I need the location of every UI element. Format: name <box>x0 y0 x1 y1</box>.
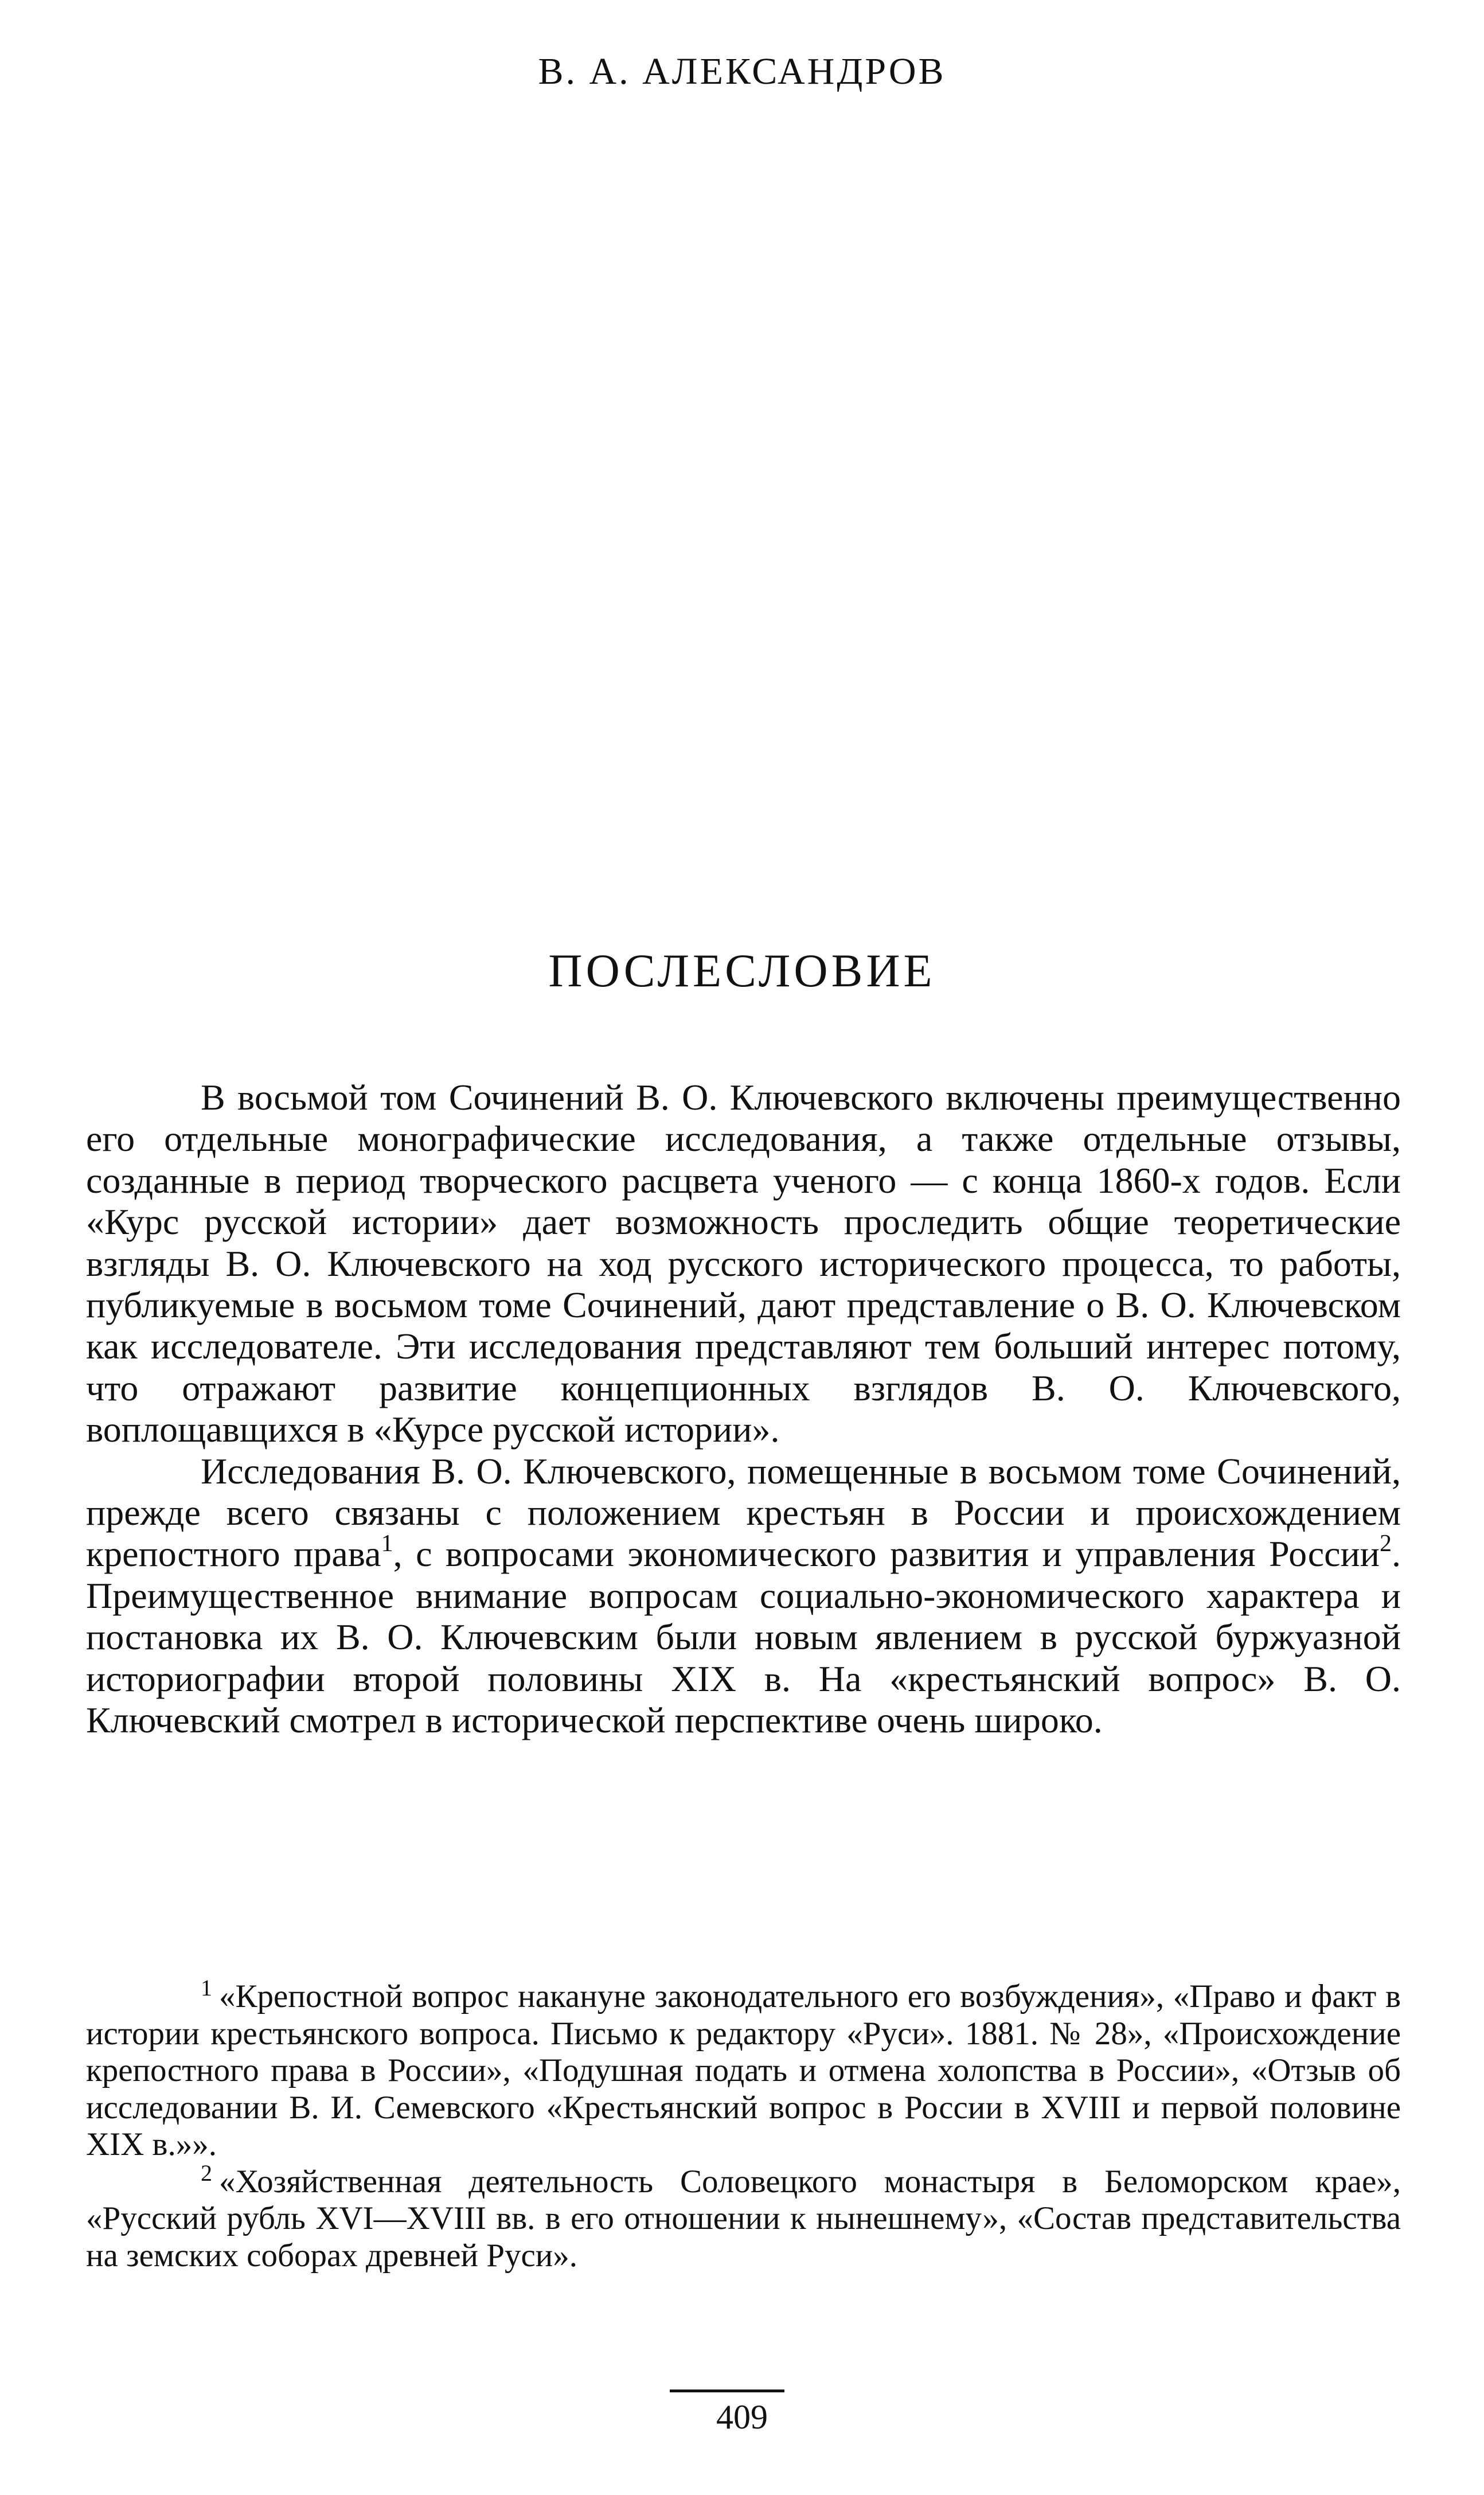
paragraph-2-part-b: , с вопросами экономического развития и управления России <box>393 1533 1380 1575</box>
paragraph-2-part-c: . Преимущественное внимание вопросам социально-экономического характера и постановка их В. О. Ключевским были новым явлением в русской буржуазной историографии второй половины XIX в. На «крестьянский вопрос» В. О. Ключевский смотрел в исторической перспективе очень широко. <box>86 1533 1401 1741</box>
chapter-title: ПОСЛЕСЛОВИЕ <box>548 944 936 997</box>
footnote-1-text: «Крепостной вопрос накануне законодательного его возбуждения», «Право и факт в истории крестьянского вопроса. Письмо к редактору «Руси». 1881. № 28», «Происхождение крепостного права в России», «Подушная подать и отмена холопства в России», «Отзыв об исследовании В. И. Семевского «Крестьянский вопрос в России в XVIII и первой половине XIX в.»». <box>86 1978 1401 2162</box>
paragraph-2-part-a: Исследования В. О. Ключевского, помещенные в восьмом томе Сочинений, прежде всего связаны с положением крестьян в России и происхождением крепостного права <box>86 1450 1401 1575</box>
body-text <box>86 1077 1401 1742</box>
folio-rule <box>670 2389 784 2392</box>
paragraph-1: В восьмой том Сочинений В. О. Ключевского включены преимущественно его отдельные монографические исследования, а также отдельные отзывы, созданные в период творческого расцвета ученого — с конца 1860-х годов. Если «Курс русской истории» дает возможность проследить общие теоретические взгляды В. О. Ключевского на ход русского исторического процесса, то работы, публикуемые в восьмом томе Сочинений, дают представление о В. О. Ключевском как исследователе. Эти исследования представляют тем больший интерес потому, что отражают развитие концепционных взглядов В. О. Ключевского, воплощавщихся в «Курсе русской истории». <box>86 1077 1401 1450</box>
footnote-1 <box>86 1975 1401 2164</box>
footnotes <box>86 1975 1401 2274</box>
running-head: В. А. АЛЕКСАНДРОВ <box>538 50 946 92</box>
footnote-ref-2[interactable]: 2 <box>1380 1530 1392 1557</box>
footnote-ref-1[interactable]: 1 <box>381 1530 393 1557</box>
page-number: 409 <box>716 2398 768 2436</box>
footnote-2-mark: 2 <box>201 2160 212 2186</box>
footnote-2-text: «Хозяйственная деятельность Соловецкого монастыря в Беломорском крае», «Русский рубль XVI—XVIII вв. в его отношении к нынешнему», «Состав представительства на земских соборах древней Руси». <box>86 2163 1401 2274</box>
footnote-1-mark: 1 <box>201 1975 212 2001</box>
footnote-2 <box>86 2160 1401 2275</box>
paragraph-2 <box>86 1451 1401 1742</box>
